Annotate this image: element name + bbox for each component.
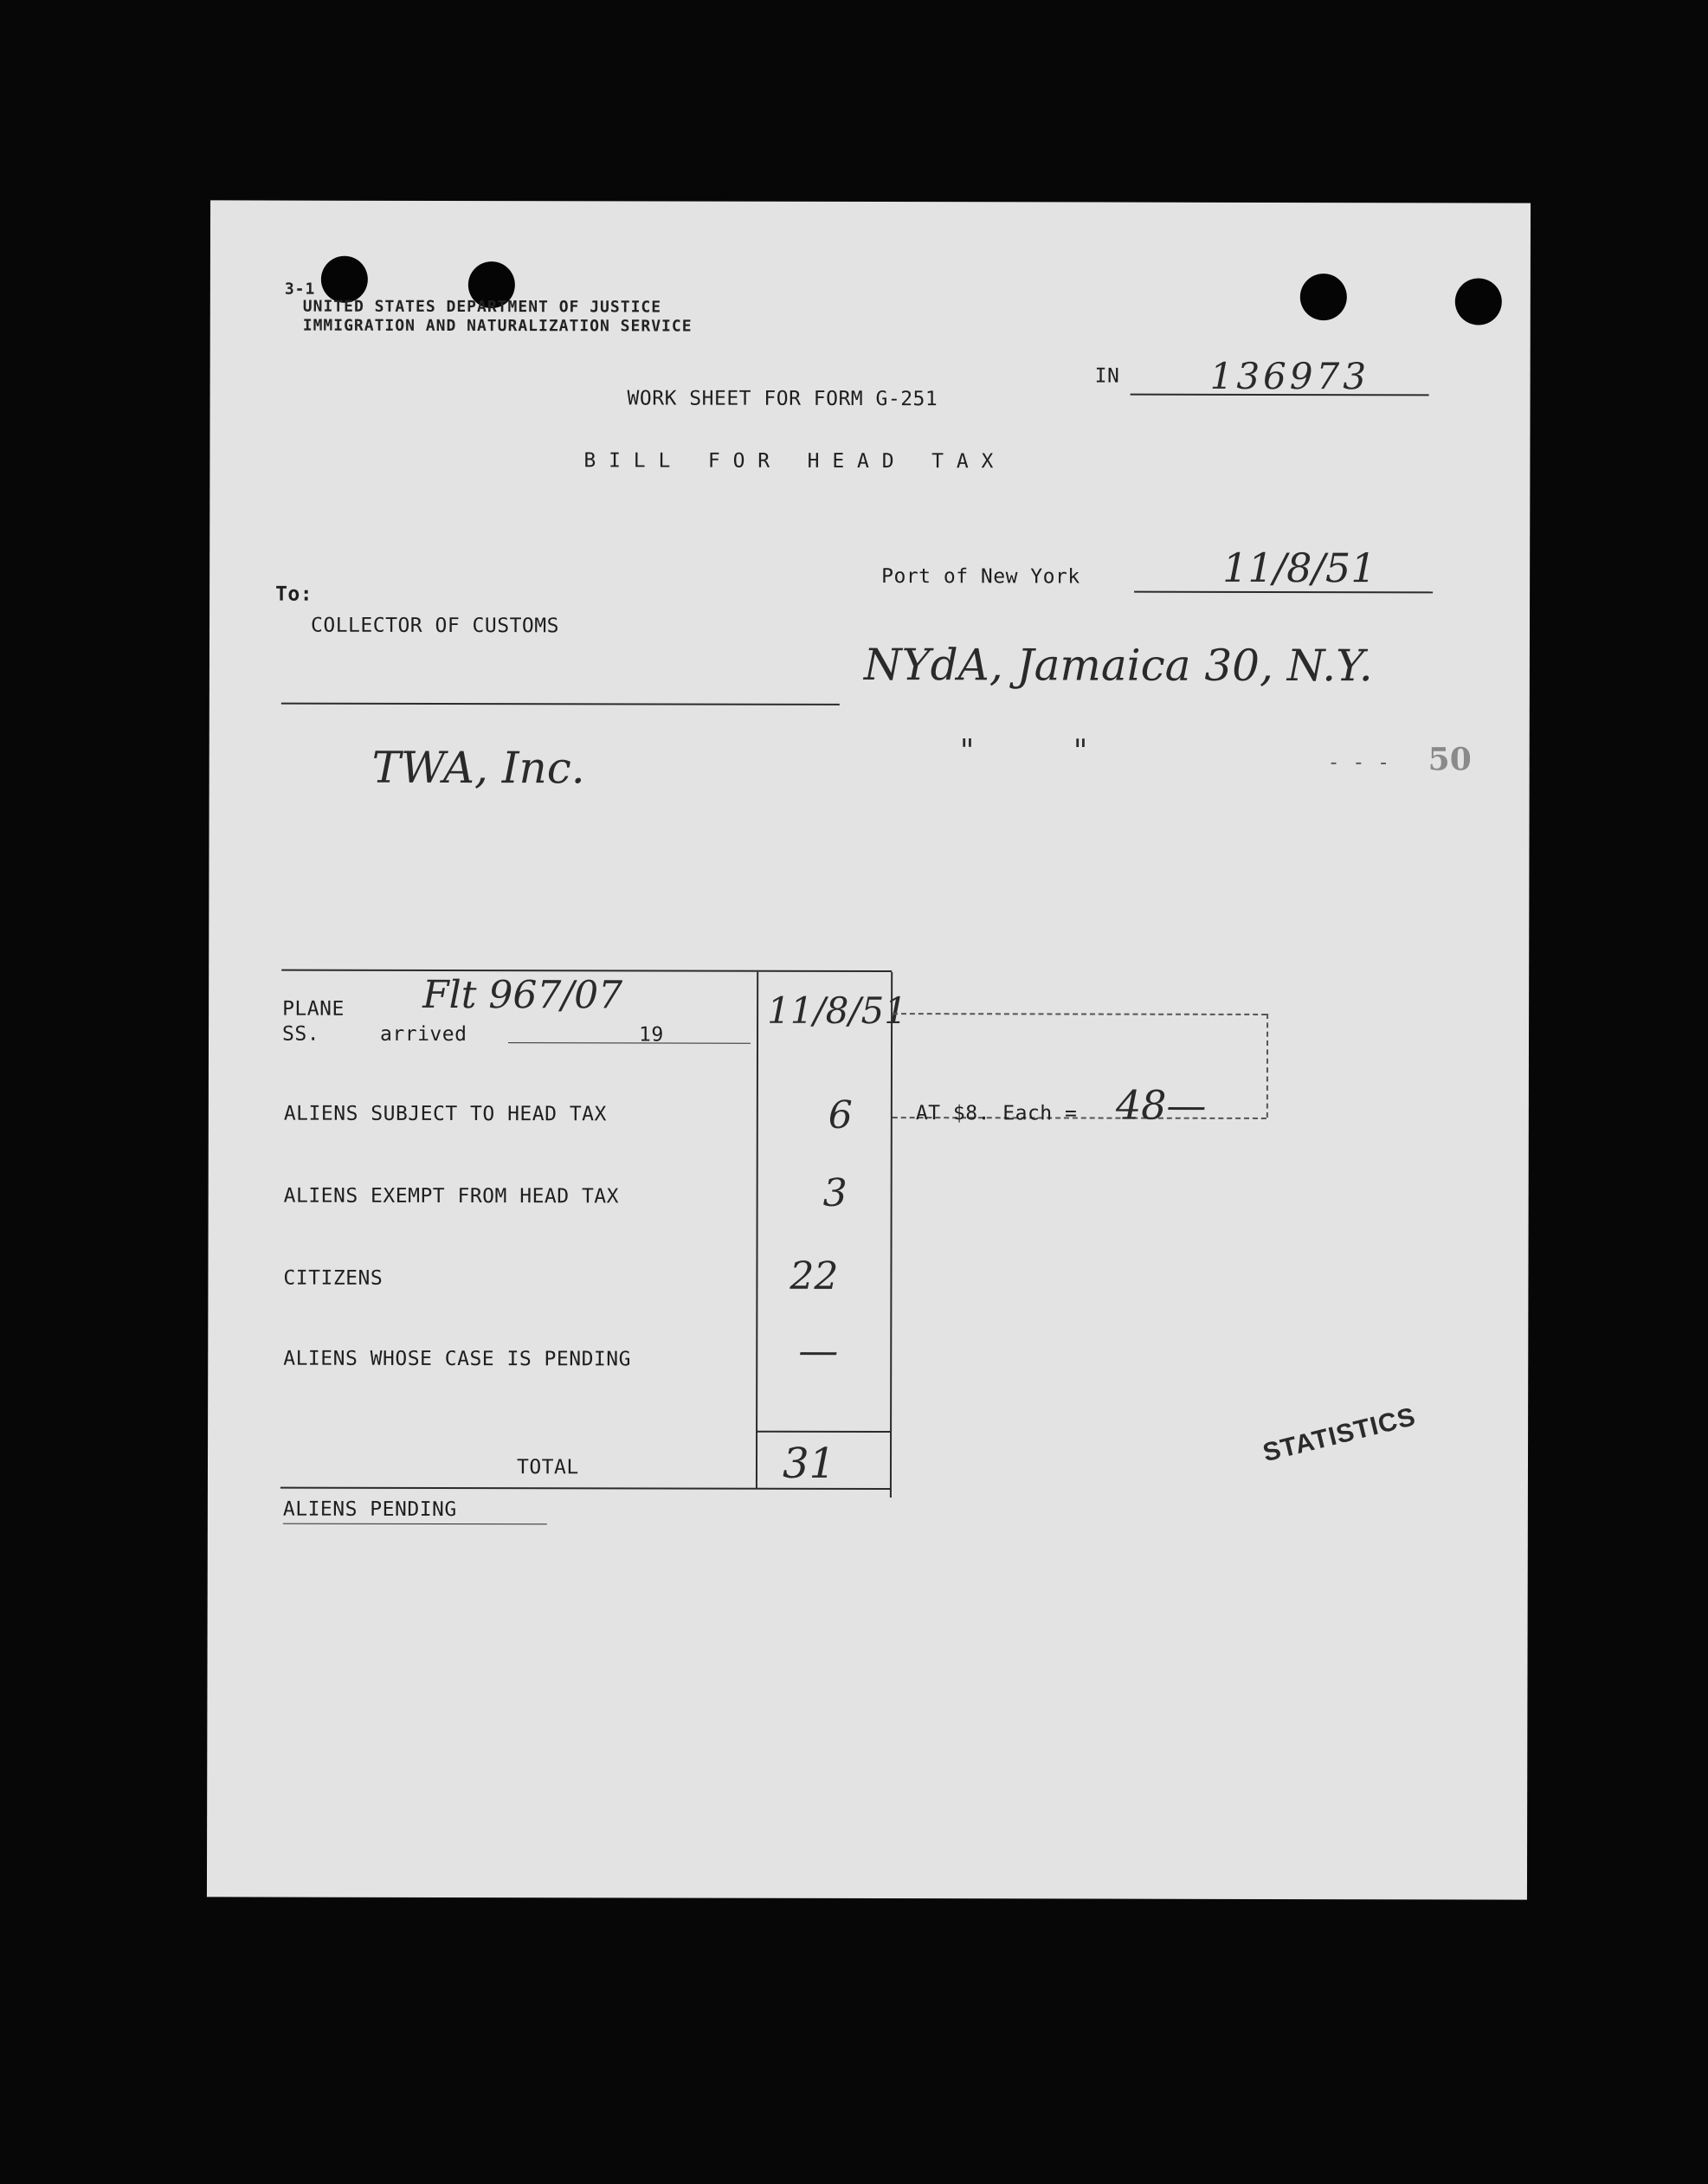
ditto-marks: " " [959,733,1088,770]
row-value-citizens: 22 [790,1253,839,1298]
rate-box-right [1266,1014,1268,1118]
in-label: IN [1094,364,1120,388]
in-number-line [1131,394,1429,396]
statistics-stamp: STATISTICS [1260,1401,1419,1468]
agency-line-1: UNITED STATES DEPARTMENT OF JUSTICE [302,297,662,317]
port-date: 11/8/51 [1222,544,1376,592]
address-handwritten: NYdA, Jamaica 30, N.Y. [863,639,1373,692]
in-number: 136973 [1209,354,1370,398]
rate-box-top [893,1013,1266,1015]
aliens-pending-label: ALIENS PENDING [282,1498,457,1522]
year-label: 19 [639,1023,664,1047]
to-label: To: [275,583,313,606]
total-label: TOTAL [516,1456,579,1479]
arrival-date: 11/8/51 [767,989,908,1033]
to-address-line [281,703,840,705]
form-title: WORK SHEET FOR FORM G-251 [627,387,938,411]
row-label-subject: ALIENS SUBJECT TO HEAD TAX [283,1102,607,1126]
form-code: 3-1 [284,280,316,299]
dash-mark: - - - [1327,751,1390,775]
flight-handwritten: Flt 967/07 [422,972,623,1018]
carrier-handwritten: TWA, Inc. [371,742,585,794]
to-value: COLLECTOR OF CUSTOMS [310,614,560,638]
plane-label: PLANE [282,997,345,1021]
row-value-pending: — [798,1326,839,1374]
form-subtitle: B I L L F O R H E A D T A X [583,449,994,474]
ss-label: SS. [282,1022,320,1046]
port-date-line [1134,591,1433,594]
agency-line-2: IMMIGRATION AND NATURALIZATION SERVICE [302,316,693,336]
punch-hole [1455,278,1502,325]
arrived-date-line [508,1042,751,1044]
total-value: 31 [782,1439,836,1488]
total-top-rule [756,1431,891,1433]
punch-hole [321,256,368,303]
port-label: Port of New York [881,565,1080,589]
table-bottom-rule [280,1487,891,1490]
row-label-pending: ALIENS WHOSE CASE IS PENDING [283,1347,632,1371]
page-number: 50 [1428,741,1472,778]
table-divider-left [756,972,758,1489]
arrived-label: arrived [380,1022,467,1047]
aliens-pending-line [283,1524,547,1525]
row-label-citizens: CITIZENS [283,1266,383,1290]
punch-hole [1300,274,1347,320]
table-divider-right [890,972,893,1498]
form-sheet [207,200,1531,1899]
table-top-rule [281,970,892,972]
rate-amount: 48— [1115,1081,1207,1129]
rate-label: AT $8. Each = [915,1102,1078,1125]
row-label-exempt: ALIENS EXEMPT FROM HEAD TAX [283,1184,620,1208]
row-value-subject: 6 [828,1092,853,1137]
row-value-exempt: 3 [822,1170,848,1215]
